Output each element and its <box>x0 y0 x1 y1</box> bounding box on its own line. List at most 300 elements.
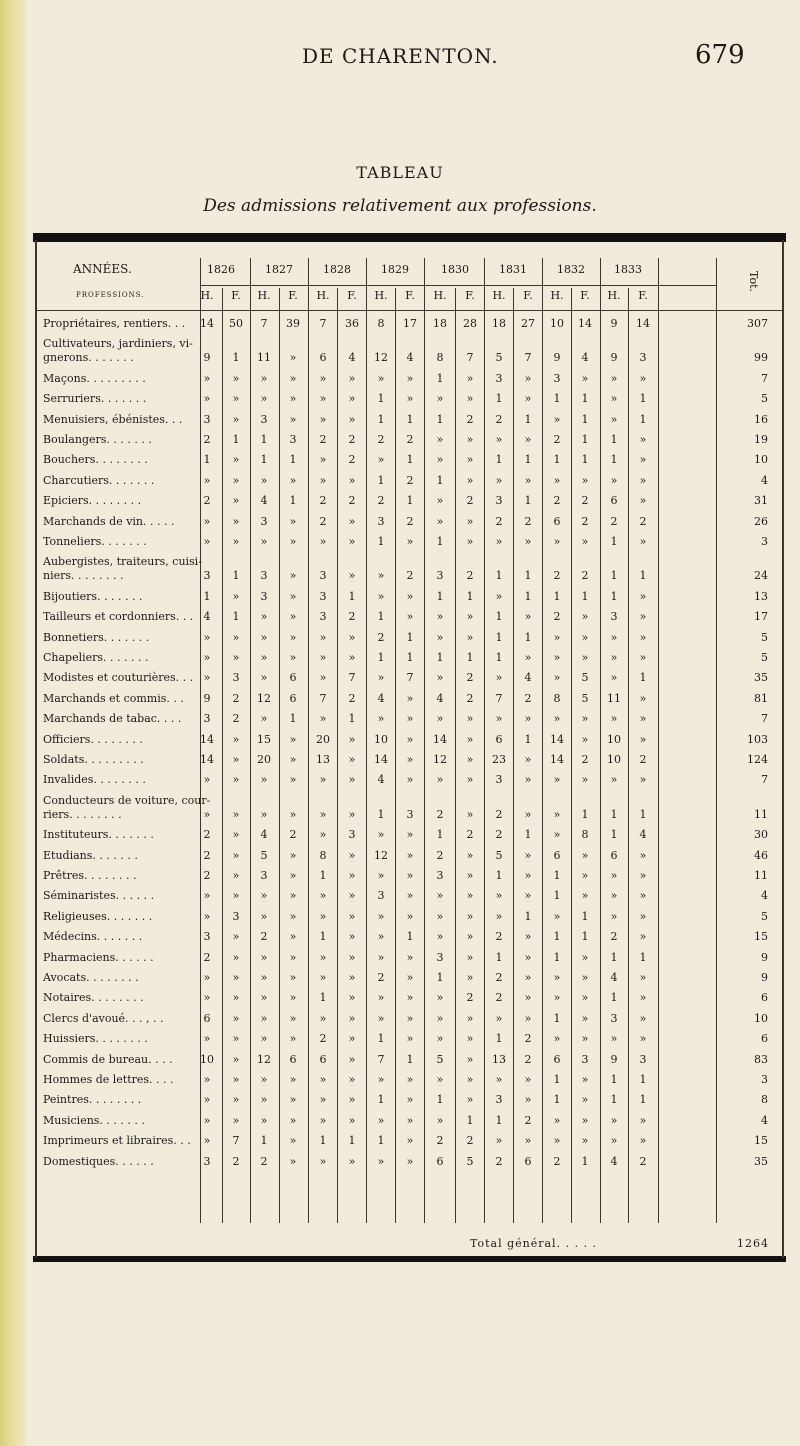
table-cell: 5 <box>466 1154 474 1168</box>
table-row <box>0 849 800 865</box>
table-cell: » <box>406 950 414 964</box>
table-cell: » <box>319 473 327 487</box>
table-subtitle: Des admissions relativement aux professions. <box>203 196 597 216</box>
top-rule <box>33 233 786 242</box>
table-cell: 2 <box>203 950 211 964</box>
table-cell: 14 <box>636 317 650 330</box>
table-cell: » <box>406 828 414 842</box>
table-cell: » <box>466 371 474 385</box>
table-cell: » <box>289 971 297 984</box>
table-cell: » <box>610 392 618 406</box>
table-cell: 1 <box>581 433 589 446</box>
table-cell: » <box>348 807 356 821</box>
table-row <box>0 753 800 769</box>
table-cell: 7 <box>466 351 474 365</box>
table-cell: 1 <box>377 807 385 821</box>
table-cell: 1 <box>639 1093 647 1107</box>
table-cell: » <box>495 909 503 923</box>
table-cell: » <box>260 371 268 385</box>
table-cell: 1 <box>581 589 589 603</box>
table-cell: » <box>203 1093 211 1107</box>
table-cell: 2 <box>436 848 444 862</box>
table-cell: 2 <box>466 1134 474 1148</box>
table-row <box>0 971 800 987</box>
table-cell: » <box>319 971 327 984</box>
year-header-1831: 1831 <box>499 263 527 276</box>
table-cell: 4 <box>436 691 444 705</box>
table-cell: 2 <box>406 569 414 583</box>
table-cell: 1 <box>348 712 356 726</box>
table-cell: » <box>260 950 268 964</box>
table-cell: » <box>466 889 474 903</box>
table-cell: 6 <box>319 351 327 365</box>
row-total: 4 <box>761 473 768 487</box>
table-cell: 1 <box>524 630 532 644</box>
table-cell: » <box>436 671 444 685</box>
table-cell: » <box>524 930 532 944</box>
table-cell: » <box>466 473 474 487</box>
table-cell: » <box>348 1093 356 1107</box>
table-cell: 1 <box>406 494 414 508</box>
table-cell: » <box>319 392 327 406</box>
table-cell: 2 <box>348 453 356 467</box>
annees-header: ANNÉES. <box>73 262 132 276</box>
table-cell: 2 <box>524 691 532 705</box>
table-cell: » <box>289 569 297 583</box>
table-cell: 2 <box>639 753 647 766</box>
table-cell: 1 <box>406 651 414 664</box>
table-cell: 1 <box>377 392 385 406</box>
table-cell: » <box>639 589 647 603</box>
table-cell: » <box>553 773 561 787</box>
table-row <box>0 991 800 1007</box>
table-cell: 3 <box>232 909 240 923</box>
profession-name: Marchands de vin. . . . . <box>43 514 175 528</box>
profession-name: Epiciers. . . . . . . . <box>43 494 142 508</box>
table-cell: » <box>260 392 268 406</box>
table-cell: » <box>289 610 297 624</box>
table-cell: » <box>436 514 444 528</box>
table-cell: » <box>260 1113 268 1127</box>
table-cell: 1 <box>581 1154 589 1168</box>
table-cell: » <box>289 535 297 548</box>
table-cell: » <box>232 1073 240 1086</box>
table-cell: » <box>553 535 561 548</box>
table-cell: 4 <box>377 773 385 787</box>
table-cell: » <box>348 535 356 548</box>
table-cell: » <box>436 1113 444 1127</box>
table-cell: » <box>495 671 503 685</box>
table-cell: » <box>436 433 444 446</box>
table-cell: » <box>203 991 211 1005</box>
profession-name-continued: niers. . . . . . . . <box>43 569 124 583</box>
table-cell: 11 <box>257 351 271 365</box>
table-cell: » <box>581 869 589 882</box>
table-cell: 2 <box>203 848 211 862</box>
table-cell: » <box>319 1113 327 1127</box>
table-cell: » <box>406 971 414 984</box>
table-cell: 2 <box>553 494 561 508</box>
table-cell: » <box>260 712 268 726</box>
table-cell: 2 <box>232 691 240 705</box>
table-cell: 1 <box>406 930 414 944</box>
table-cell: » <box>377 909 385 923</box>
row-total: 9 <box>761 971 768 984</box>
table-cell: » <box>466 1052 474 1066</box>
table-cell: 3 <box>436 950 444 964</box>
table-cell: » <box>581 1113 589 1127</box>
table-cell: 5 <box>495 848 503 862</box>
table-cell: 3 <box>203 1154 211 1168</box>
table-cell: 1 <box>466 651 474 664</box>
table-cell: » <box>406 991 414 1005</box>
table-title: TABLEAU <box>356 163 444 182</box>
table-cell: » <box>581 732 589 746</box>
year-header-1829: 1829 <box>381 263 409 276</box>
table-cell: » <box>260 473 268 487</box>
table-cell: 1 <box>495 869 503 882</box>
table-cell: » <box>524 753 532 766</box>
table-cell: » <box>610 412 618 426</box>
table-cell: 7 <box>260 317 268 330</box>
table-cell: 1 <box>495 1113 503 1127</box>
table-cell: » <box>639 535 647 548</box>
table-cell: » <box>436 909 444 923</box>
table-cell: 12 <box>374 848 388 862</box>
women-header: F. <box>347 289 357 302</box>
table-cell: 4 <box>406 351 414 365</box>
table-cell: » <box>524 991 532 1005</box>
table-cell: » <box>232 753 240 766</box>
table-cell: » <box>524 535 532 548</box>
table-cell: » <box>466 950 474 964</box>
row-total: 3 <box>761 1073 768 1086</box>
table-cell: » <box>581 991 589 1005</box>
table-cell: » <box>524 610 532 624</box>
table-cell: » <box>348 371 356 385</box>
table-cell: » <box>524 848 532 862</box>
row-total: 5 <box>761 651 768 664</box>
profession-name: Domestiques. . . . . . <box>43 1154 154 1168</box>
profession-name: Modistes et couturières. . . <box>43 671 194 685</box>
table-cell: 5 <box>436 1052 444 1066</box>
table-cell: » <box>319 1093 327 1107</box>
table-cell: 6 <box>524 1154 532 1168</box>
table-row <box>0 712 800 728</box>
table-cell: 1 <box>377 651 385 664</box>
table-cell: 1 <box>289 712 297 726</box>
table-cell: 7 <box>232 1134 240 1148</box>
profession-name: Prêtres. . . . . . . . <box>43 869 137 882</box>
grand-total-line <box>470 1237 769 1250</box>
table-cell: 1 <box>610 453 618 467</box>
table-cell: » <box>319 651 327 664</box>
table-cell: 1 <box>581 392 589 406</box>
table-cell: » <box>610 651 618 664</box>
table-cell: » <box>610 909 618 923</box>
table-cell: » <box>203 535 211 548</box>
table-cell: » <box>524 392 532 406</box>
year-header-1827: 1827 <box>265 263 293 276</box>
table-cell: 2 <box>581 494 589 508</box>
table-cell: » <box>289 371 297 385</box>
table-cell: » <box>436 630 444 644</box>
table-cell: » <box>232 651 240 664</box>
table-cell: 1 <box>553 1011 561 1025</box>
table-cell: » <box>610 371 618 385</box>
table-cell: 1 <box>377 1032 385 1046</box>
table-cell: » <box>406 1073 414 1086</box>
table-cell: » <box>232 807 240 821</box>
table-cell: » <box>639 630 647 644</box>
table-cell: 2 <box>495 930 503 944</box>
table-cell: » <box>232 1011 240 1025</box>
page-header <box>0 40 800 104</box>
table-cell: 3 <box>553 371 561 385</box>
table-cell: 5 <box>581 671 589 685</box>
table-cell: 1 <box>377 535 385 548</box>
table-cell: » <box>466 453 474 467</box>
table-cell: 1 <box>553 1093 561 1107</box>
table-cell: » <box>524 971 532 984</box>
table-cell: » <box>495 1011 503 1025</box>
professions-header: PROFESSIONS. <box>76 291 145 299</box>
table-cell: 8 <box>553 691 561 705</box>
row-total: 6 <box>761 991 768 1005</box>
table-cell: 2 <box>406 514 414 528</box>
table-cell: 1 <box>553 869 561 882</box>
table-cell: 4 <box>260 494 268 508</box>
table-cell: » <box>377 828 385 842</box>
table-cell: 12 <box>374 351 388 365</box>
table-cell: 1 <box>319 930 327 944</box>
profession-name: Avocats. . . . . . . . <box>43 971 139 984</box>
table-cell: » <box>406 1113 414 1127</box>
table-cell: » <box>377 1073 385 1086</box>
table-cell: » <box>495 712 503 726</box>
table-cell: 1 <box>406 412 414 426</box>
table-cell: » <box>466 392 474 406</box>
row-total: 81 <box>754 691 768 705</box>
table-cell: 2 <box>436 807 444 821</box>
table-cell: » <box>319 371 327 385</box>
table-row <box>0 453 800 469</box>
table-cell: » <box>639 1113 647 1127</box>
table-cell: » <box>553 1113 561 1127</box>
table-cell: 14 <box>200 753 214 766</box>
table-cell: » <box>348 889 356 903</box>
table-cell: » <box>466 1032 474 1046</box>
table-cell: 3 <box>260 514 268 528</box>
table-cell: » <box>406 753 414 766</box>
table-cell: » <box>377 1113 385 1127</box>
table-cell: » <box>436 610 444 624</box>
table-row <box>0 1032 800 1048</box>
table-cell: 1 <box>610 1073 618 1086</box>
table-cell: 1 <box>436 651 444 664</box>
table-cell: » <box>232 1032 240 1046</box>
table-row <box>0 651 800 667</box>
table-cell: » <box>406 610 414 624</box>
table-cell: 9 <box>610 1052 618 1066</box>
table-cell: 1 <box>581 453 589 467</box>
table-cell: 6 <box>436 1154 444 1168</box>
table-row <box>0 535 800 551</box>
table-cell: 1 <box>553 950 561 964</box>
table-cell: » <box>581 950 589 964</box>
profession-name: Bijoutiers. . . . . . . <box>43 589 143 603</box>
table-cell: » <box>406 848 414 862</box>
row-total: 11 <box>754 869 768 882</box>
table-cell: 8 <box>436 351 444 365</box>
table-cell: 1 <box>203 453 211 467</box>
table-cell: » <box>319 773 327 787</box>
table-cell: » <box>436 1073 444 1086</box>
profession-name: Commis de bureau. . . . <box>43 1052 173 1066</box>
table-cell: » <box>348 971 356 984</box>
table-cell: » <box>466 869 474 882</box>
table-cell: » <box>639 732 647 746</box>
row-total: 307 <box>747 317 768 330</box>
row-total: 8 <box>761 1093 768 1107</box>
table-cell: 2 <box>581 514 589 528</box>
table-cell: » <box>553 651 561 664</box>
table-cell: » <box>260 889 268 903</box>
table-cell: 1 <box>495 569 503 583</box>
table-cell: 2 <box>319 1032 327 1046</box>
table-cell: » <box>377 930 385 944</box>
table-cell: 1 <box>639 392 647 406</box>
table-cell: 1 <box>495 453 503 467</box>
row-total: 99 <box>754 351 768 365</box>
profession-name-continued: riers. . . . . . . . <box>43 807 122 821</box>
table-cell: » <box>581 712 589 726</box>
table-cell: » <box>406 691 414 705</box>
table-row <box>0 1155 800 1171</box>
table-cell: » <box>289 630 297 644</box>
table-cell: » <box>639 371 647 385</box>
table-cell: » <box>610 1134 618 1148</box>
table-cell: » <box>466 1011 474 1025</box>
table-cell: 2 <box>289 828 297 842</box>
row-total: 13 <box>754 589 768 603</box>
table-cell: 2 <box>495 828 503 842</box>
table-cell: » <box>319 1154 327 1168</box>
table-cell: 1 <box>610 433 618 446</box>
table-row <box>0 793 800 824</box>
table-cell: 1 <box>406 1052 414 1066</box>
table-cell: » <box>581 610 589 624</box>
table-cell: 3 <box>319 589 327 603</box>
table-cell: » <box>377 371 385 385</box>
table-cell: 13 <box>492 1052 506 1066</box>
table-cell: 1 <box>610 991 618 1005</box>
table-cell: 10 <box>550 317 564 330</box>
row-total: 10 <box>754 1011 768 1025</box>
table-cell: 1 <box>436 473 444 487</box>
table-cell: 2 <box>610 930 618 944</box>
table-cell: » <box>348 1073 356 1086</box>
table-cell: » <box>319 828 327 842</box>
table-cell: » <box>348 732 356 746</box>
table-cell: 1 <box>495 950 503 964</box>
table-cell: » <box>319 1073 327 1086</box>
year-header-1830: 1830 <box>441 263 469 276</box>
table-cell: » <box>581 971 589 984</box>
table-cell: » <box>553 1134 561 1148</box>
table-cell: 2 <box>319 494 327 508</box>
table-cell: » <box>289 1113 297 1127</box>
table-cell: 3 <box>203 412 211 426</box>
table-cell: 2 <box>495 1154 503 1168</box>
table-cell: » <box>289 1032 297 1046</box>
table-cell: 1 <box>639 807 647 821</box>
table-cell: » <box>260 909 268 923</box>
table-cell: 1 <box>610 828 618 842</box>
table-cell: » <box>466 732 474 746</box>
table-cell: 2 <box>610 514 618 528</box>
profession-name-continued: gnerons. . . . . . . <box>43 351 134 365</box>
table-cell: » <box>436 1011 444 1025</box>
table-cell: » <box>466 630 474 644</box>
table-cell: 1 <box>610 807 618 821</box>
table-cell: 2 <box>348 691 356 705</box>
table-cell: 2 <box>260 930 268 944</box>
table-cell: 2 <box>524 1113 532 1127</box>
table-cell: » <box>495 535 503 548</box>
table-cell: » <box>348 950 356 964</box>
table-cell: 2 <box>553 610 561 624</box>
table-cell: » <box>524 869 532 882</box>
row-total: 35 <box>754 671 768 685</box>
table-cell: » <box>377 991 385 1005</box>
table-cell: » <box>377 569 385 583</box>
table-cell: 1 <box>581 807 589 821</box>
table-cell: » <box>260 1011 268 1025</box>
table-row <box>0 1012 800 1028</box>
table-cell: 8 <box>581 828 589 842</box>
table-cell: 6 <box>289 691 297 705</box>
table-cell: » <box>348 514 356 528</box>
grand-total-value: 1264 <box>737 1237 769 1250</box>
profession-name: Pharmaciens. . . . . . <box>43 950 154 964</box>
men-header: H. <box>316 289 330 302</box>
table-cell: » <box>260 971 268 984</box>
table-cell: » <box>289 392 297 406</box>
table-cell: » <box>348 753 356 766</box>
table-cell: » <box>524 773 532 787</box>
table-cell: » <box>610 889 618 903</box>
table-cell: » <box>377 1011 385 1025</box>
row-total: 7 <box>761 371 768 385</box>
table-cell: 1 <box>348 589 356 603</box>
table-cell: 1 <box>377 610 385 624</box>
women-header: F. <box>638 289 648 302</box>
table-cell: 6 <box>553 848 561 862</box>
table-cell: » <box>203 514 211 528</box>
table-cell: 1 <box>319 1134 327 1148</box>
profession-name: Menuisiers, ébénistes. . . <box>43 412 183 426</box>
table-cell: 3 <box>495 773 503 787</box>
row-total: 15 <box>754 930 768 944</box>
table-cell: » <box>232 828 240 842</box>
table-cell: 14 <box>578 317 592 330</box>
table-cell: » <box>260 535 268 548</box>
table-cell: » <box>639 610 647 624</box>
table-cell: » <box>436 392 444 406</box>
table-cell: 1 <box>524 828 532 842</box>
table-cell: » <box>581 1134 589 1148</box>
